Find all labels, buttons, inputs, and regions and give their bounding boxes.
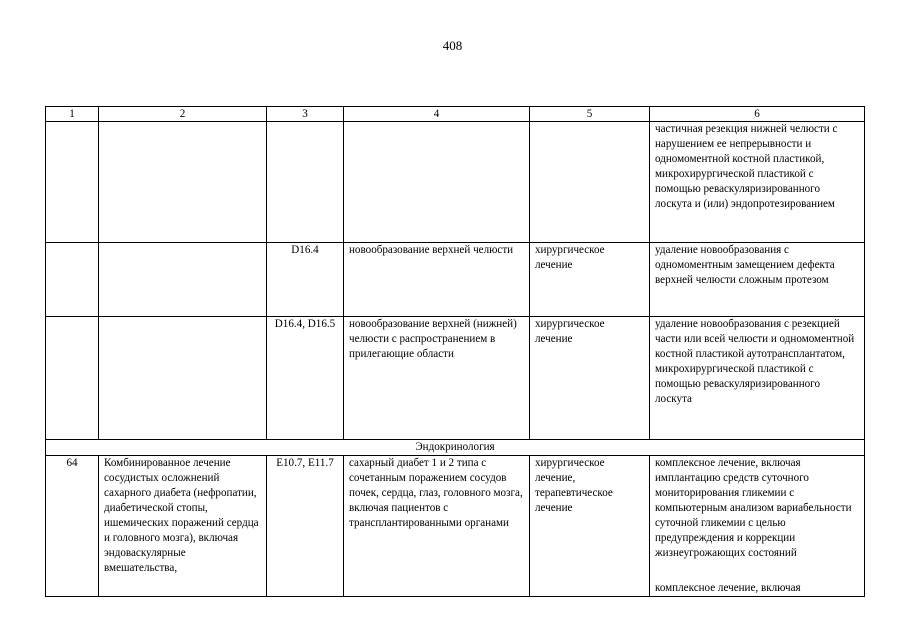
header-cell: 6 [650,107,865,122]
header-cell: 4 [344,107,530,122]
model-cell: сахарный диабет 1 и 2 типа с сочетанным поражением сосудов почек, сердца, глаз, головного мозга, включая пациентов с трансплантированными органами [344,456,530,597]
treatment-type-cell: хирургическое лечение [530,243,650,317]
treatment-type-cell: хирургическое лечение [530,317,650,440]
treatment-method-cell: удаление новообразования с одномоментным замещением дефекта верхней челюсти сложным протезом [650,243,865,317]
section-title: Эндокринология [46,440,865,456]
table-row [46,243,865,317]
section-row [46,440,865,456]
model-cell: новообразование верхней челюсти [344,243,530,317]
medical-care-table [45,106,865,597]
row-number-cell [46,317,99,440]
table-row [46,122,865,243]
row-number-cell: 64 [46,456,99,597]
page-number: 408 [442,38,463,53]
treatment-method-cell: частичная резекция нижней челюсти с нарушением ее непрерывности и одномоментной костной пластикой, микрохирургической пластикой с помощью реваскуляризированного лоскута и (или) эндопротезированием [650,122,865,243]
header-cell: 5 [530,107,650,122]
treatment-method-text: комплексное лечение, включая имплантацию средств суточного мониторирования гликемии с компьютерным анализом вариабельности суточной гликемии с целью предупреждения и коррекции жизнеугрожающих состояний [655,457,852,559]
icd-code-cell: E10.7, E11.7 [267,456,344,597]
table-row [46,317,865,440]
header-cell: 2 [99,107,267,122]
care-type-cell [99,317,267,440]
care-type-cell [99,243,267,317]
care-type-cell: Комбинированное лечение сосудистых осложнений сахарного диабета (нефропатии, диабетической стопы, ишемических поражений сердца и головного мозга), включая эндоваскулярные вмешательства, [99,456,267,597]
header-cell: 3 [267,107,344,122]
table-header-row [46,107,865,122]
care-type-cell [99,122,267,243]
treatment-type-cell [530,122,650,243]
table-row [46,456,865,597]
treatment-method-cell: удаление новообразования с резекцией части или всей челюсти и одномоментной костной пластикой аутотрансплантатом, микрохирургической пластикой с помощью реваскуляризированного лоскута [650,317,865,440]
treatment-type-cell: хирургическое лечение, терапевтическое лечение [530,456,650,597]
row-number-cell [46,243,99,317]
spacer [655,561,859,581]
model-cell: новообразование верхней (нижней) челюсти с распространением в прилегающие области [344,317,530,440]
icd-code-cell: D16.4 [267,243,344,317]
row-number-cell [46,122,99,243]
treatment-method-cell [650,456,865,597]
treatment-method-text: комплексное лечение, включая [655,582,801,594]
model-cell [344,122,530,243]
icd-code-cell [267,122,344,243]
header-cell: 1 [46,107,99,122]
icd-code-cell: D16.4, D16.5 [267,317,344,440]
